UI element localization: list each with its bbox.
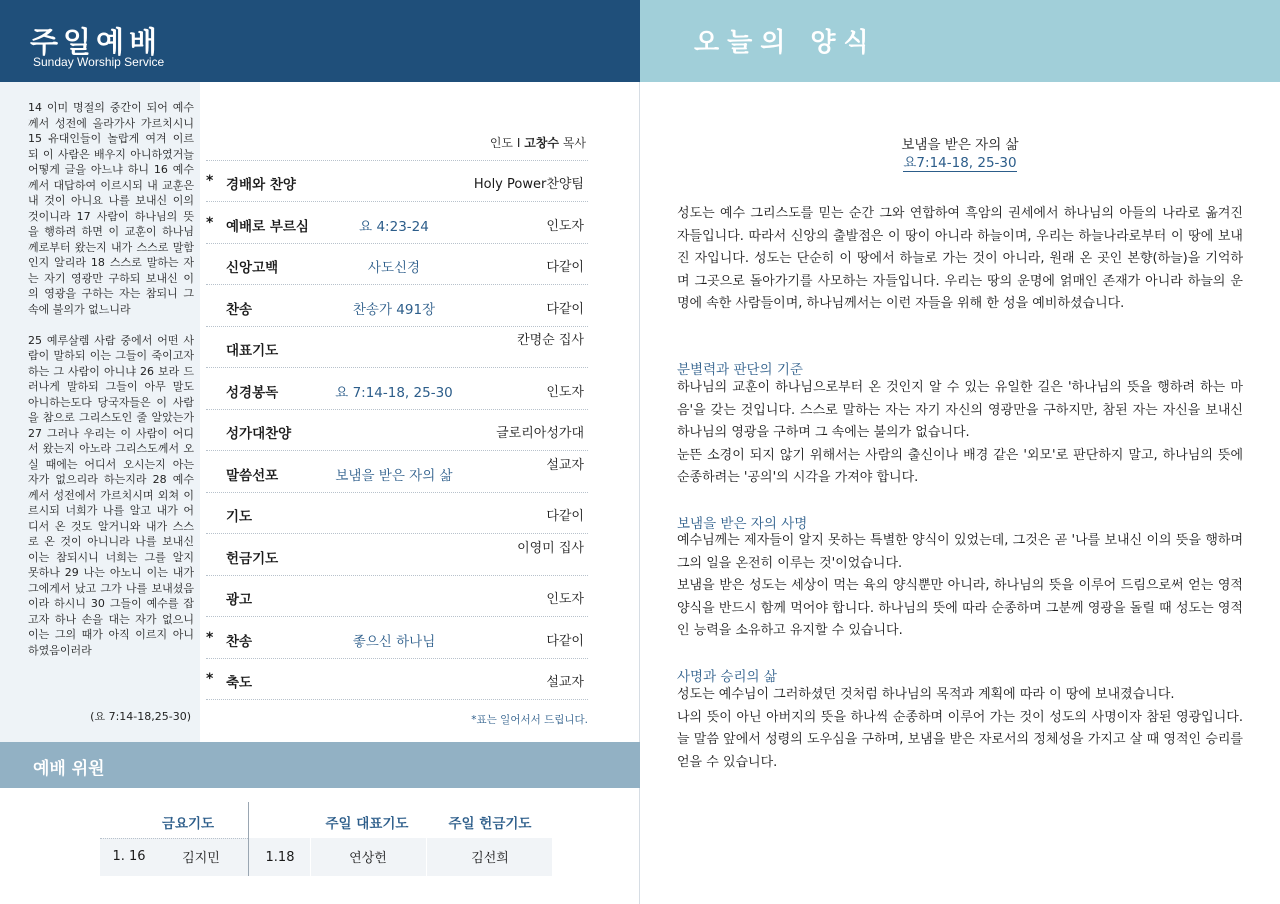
section-body: 예수님께는 제자들이 알지 못하는 특별한 양식이 있었는데, 그것은 곧 '나를 보내신 이의 뜻을 행하며 그의 일을 온전히 이루는 것'이었습니다. 보냄을 받은 성도는 세상이 먹는 육의 양식뿐만 아니라, 하나님의 뜻을 이루어 드림으로써 얻는 영적 양식을 반드시 함께 먹어야 합니다. 하나님의 뜻에 따라 순종하며 그분께 영광을 돌릴 때 성도는 영적인 능력을 소유하고 유지할 수 있습니다. — [677, 533, 1243, 638]
right-header — [640, 0, 1280, 82]
order-item-leader: 인도자 — [546, 592, 584, 607]
order-item-reference: 요 7:14-18, 25-30 — [335, 384, 453, 401]
leader-line — [206, 134, 586, 151]
order-item-leader: 설교자 — [546, 457, 584, 473]
worship-order-row — [206, 618, 588, 659]
staff-header-sunday-prayer: 주일 대표기도 — [325, 816, 409, 832]
staff-friday-name: 김지민 — [182, 851, 220, 866]
standing-marker: * — [206, 671, 214, 687]
order-item-label: 성경봉독 — [226, 384, 279, 401]
staff-sunday-date: 1.18 — [265, 850, 295, 865]
order-item-label: 대표기도 — [226, 343, 279, 359]
sermon-intro: 성도는 예수 그리스도를 믿는 순간 그와 연합하여 흑암의 권세에서 하나님의 아들의 나라로 옮겨진 자들입니다. 따라서 신앙의 출발점은 이 땅이 아니라 하늘이며, 우리는 하늘나라로부터 이 땅에 보내진 자입니다. 성도는 단순히 이 땅에서 하늘로 가는 것이 아니라, 원래 온 곳인 본향(하늘)을 기억하며 그곳으로 돌아가기를 사모하는 자들입니다. 우리는 땅의 운명에 얽매인 존재가 아니라 하늘의 운명에 속한 사람들이며, 하나님께서는 이런 자들을 위해 한 성을 예비하셨습니다. — [677, 206, 1243, 311]
sermon-title: 보냄을 받은 자의 삶 — [901, 137, 1019, 153]
staff-sunday-offering: 김선희 — [471, 851, 509, 866]
staff-row-rule — [100, 838, 248, 839]
section-body: 하나님의 교훈이 하나님으로부터 온 것인지 알 수 있는 유일한 길은 '하나님의 뜻을 행하려 하는 마음'을 갖는 것입니다. 스스로 말하는 자는 자기 자신의 영광만을 구하지만, 참된 자는 자신을 보내신 하나님의 영광을 구하며 그 속에는 불의가 없습니다. 눈뜬 소경이 되지 않기 위해서는 사람의 출신이나 배경 같은 '외모'로 판단하지 말고, 하나님의 뜻에 순종하려는 '공의'의 시각을 가져야 합니다. — [677, 380, 1243, 485]
worship-order-row — [206, 369, 588, 410]
order-item-leader: 다같이 — [546, 633, 584, 649]
section-body: 성도는 예수님이 그러하셨던 것처럼 하나님의 목적과 계획에 따라 이 땅에 보내졌습니다. 나의 뜻이 아닌 아버지의 뜻을 하나씩 순종하며 이루어 가는 것이 성도의 사명이자 참된 영광입니다. 늘 말씀 앞에서 성령의 도우심을 구하며, 보냄을 받은 자로서의 정체성을 가지고 살 때 영적인 승리를 얻을 수 있습니다. — [677, 687, 1243, 770]
order-item-leader: 다같이 — [546, 301, 584, 317]
sermon-reference-text: 요7:14-18, 25-30 — [903, 155, 1017, 171]
standing-marker: * — [206, 173, 214, 189]
staff-cell-divider — [310, 838, 311, 876]
order-item-label: 찬송 — [226, 633, 253, 650]
staff-friday-date: 1. 16 — [112, 849, 146, 864]
order-item-reference: 사도신경 — [367, 260, 421, 276]
scripture-paragraph: 25 예루살렘 사람 중에서 어떤 사람이 말하되 이는 그들이 죽이고자 하는 그 사람이 아니냐 26 보라 드러나게 말하되 그들이 아무 말도 아니하는도다 당국자들은 이 사람을 참으로 그리스도인 줄 알았는가 27 그러나 우리는 이 사람이 어디서 왔는지 아노라 그리스도께서 오실 때에는 어디서 오시는지 아는 자가 없으리라 하는지라 28 예수께서 성전에서 가르치시며 외쳐 이르시되 너희가 나를 알고 내가 어디서 온 것도 알거니와 내가 스스로 온 것이 아니니라 나를 보내신 이는 참되시니 너희는 그를 알지 못하나 29 나는 아노니 이는 내가 그에게서 났고 그가 나를 보내셨음이라 하시니 30 그들이 예수를 잡고자 하나 손을 대는 자가 없으니 이는 그의 때가 아직 이르지 아니하였음이러라 — [28, 333, 194, 657]
order-item-reference: 요 4:23-24 — [359, 218, 429, 235]
standing-note: *표는 일어서서 드립니다. — [471, 714, 588, 726]
worship-order-row — [206, 327, 588, 368]
order-item-reference: 보냄을 받은 자의 삶 — [335, 467, 453, 484]
order-item-leader: 인도자 — [546, 218, 584, 234]
section-heading: 분별력과 판단의 기준 — [677, 362, 803, 378]
order-item-label: 찬송 — [226, 301, 253, 318]
scripture-reference: (요 7:14-18,25-30) — [90, 710, 191, 723]
worship-order-row — [206, 493, 588, 534]
order-item-reference: 찬송가 491장 — [352, 301, 436, 318]
scripture-paragraph: 14 이미 명절의 중간이 되어 예수께서 성전에 올라가사 가르치시니 15 유대인들이 놀랍게 여겨 이르되 이 사람은 배우지 아니하였거늘 어떻게 글을 아느냐 하니 16 예수께서 대답하여 이르시되 내 교훈은 내 것이 아니요 나를 보내신 이의 것이니라 17 사람이 하나님의 뜻을 행하려 하면 이 교훈이 하나님께로부터 왔는지 내가 스스로 말함인지 알리라 18 스스로 말하는 자는 자기 영광만 구하되 보내신 이의 영광을 구하는 자는 참되니 그 속에 불의가 없느니라 — [28, 101, 194, 316]
staff-sunday-prayer: 연상헌 — [349, 851, 387, 866]
leader-suffix: 목사 — [562, 136, 586, 150]
worship-order-row — [206, 286, 588, 327]
order-item-leader: 이영미 집사 — [517, 540, 584, 556]
page-title: 주일예배 — [30, 25, 163, 59]
staff-header-friday: 금요기도 — [161, 816, 215, 832]
page-subtitle: Sunday Worship Service — [33, 55, 165, 69]
staff-section-bar — [0, 742, 640, 788]
worship-order-row — [206, 203, 588, 244]
order-item-label: 경배와 찬양 — [226, 177, 296, 193]
order-item-label: 헌금기도 — [226, 550, 279, 567]
worship-order-row — [206, 244, 588, 285]
staff-table — [100, 802, 552, 878]
worship-order-row — [206, 410, 588, 451]
scripture-text — [28, 100, 194, 674]
leader-name: 고창수 — [524, 136, 559, 150]
worship-order-row — [206, 659, 588, 700]
order-item-label: 광고 — [226, 592, 253, 608]
order-item-leader: 칸명순 집사 — [517, 333, 584, 348]
leader-prefix: 인도 I — [489, 136, 521, 150]
right-page — [640, 0, 1280, 904]
order-item-label: 성가대찬양 — [226, 426, 292, 442]
worship-order-row — [206, 452, 588, 493]
order-item-reference: 좋으신 하나님 — [352, 633, 436, 650]
order-item-leader: 인도자 — [546, 384, 584, 400]
section-heading: 사명과 승리의 삶 — [677, 669, 777, 685]
standing-marker: * — [206, 214, 214, 231]
staff-section-title: 예배 위원 — [33, 759, 105, 779]
order-item-leader: 글로리아성가대 — [496, 426, 584, 441]
section-heading: 보냄을 받은 자의 사명 — [677, 516, 808, 532]
order-item-label: 말씀선포 — [226, 467, 279, 484]
order-item-leader: 다같이 — [546, 260, 584, 275]
staff-column-divider — [248, 802, 249, 876]
worship-order-row — [206, 576, 588, 617]
order-item-label: 신앙고백 — [226, 260, 279, 276]
order-item-label: 축도 — [226, 675, 253, 691]
standing-marker: * — [206, 629, 214, 646]
order-item-leader: 설교자 — [546, 675, 584, 690]
worship-order-row — [206, 535, 588, 576]
staff-header-sunday-offering: 주일 헌금기도 — [448, 816, 532, 832]
order-item-leader: Holy Power찬양팀 — [473, 177, 584, 192]
worship-order-row — [206, 161, 588, 202]
order-item-label: 예배로 부르심 — [226, 218, 309, 235]
daily-bread-title: 오늘의 양식 — [694, 28, 877, 58]
staff-cell-divider — [426, 838, 427, 876]
sermon-reference — [640, 151, 1280, 171]
left-header — [0, 0, 640, 82]
order-item-leader: 다같이 — [546, 509, 584, 524]
order-item-label: 기도 — [226, 509, 253, 525]
